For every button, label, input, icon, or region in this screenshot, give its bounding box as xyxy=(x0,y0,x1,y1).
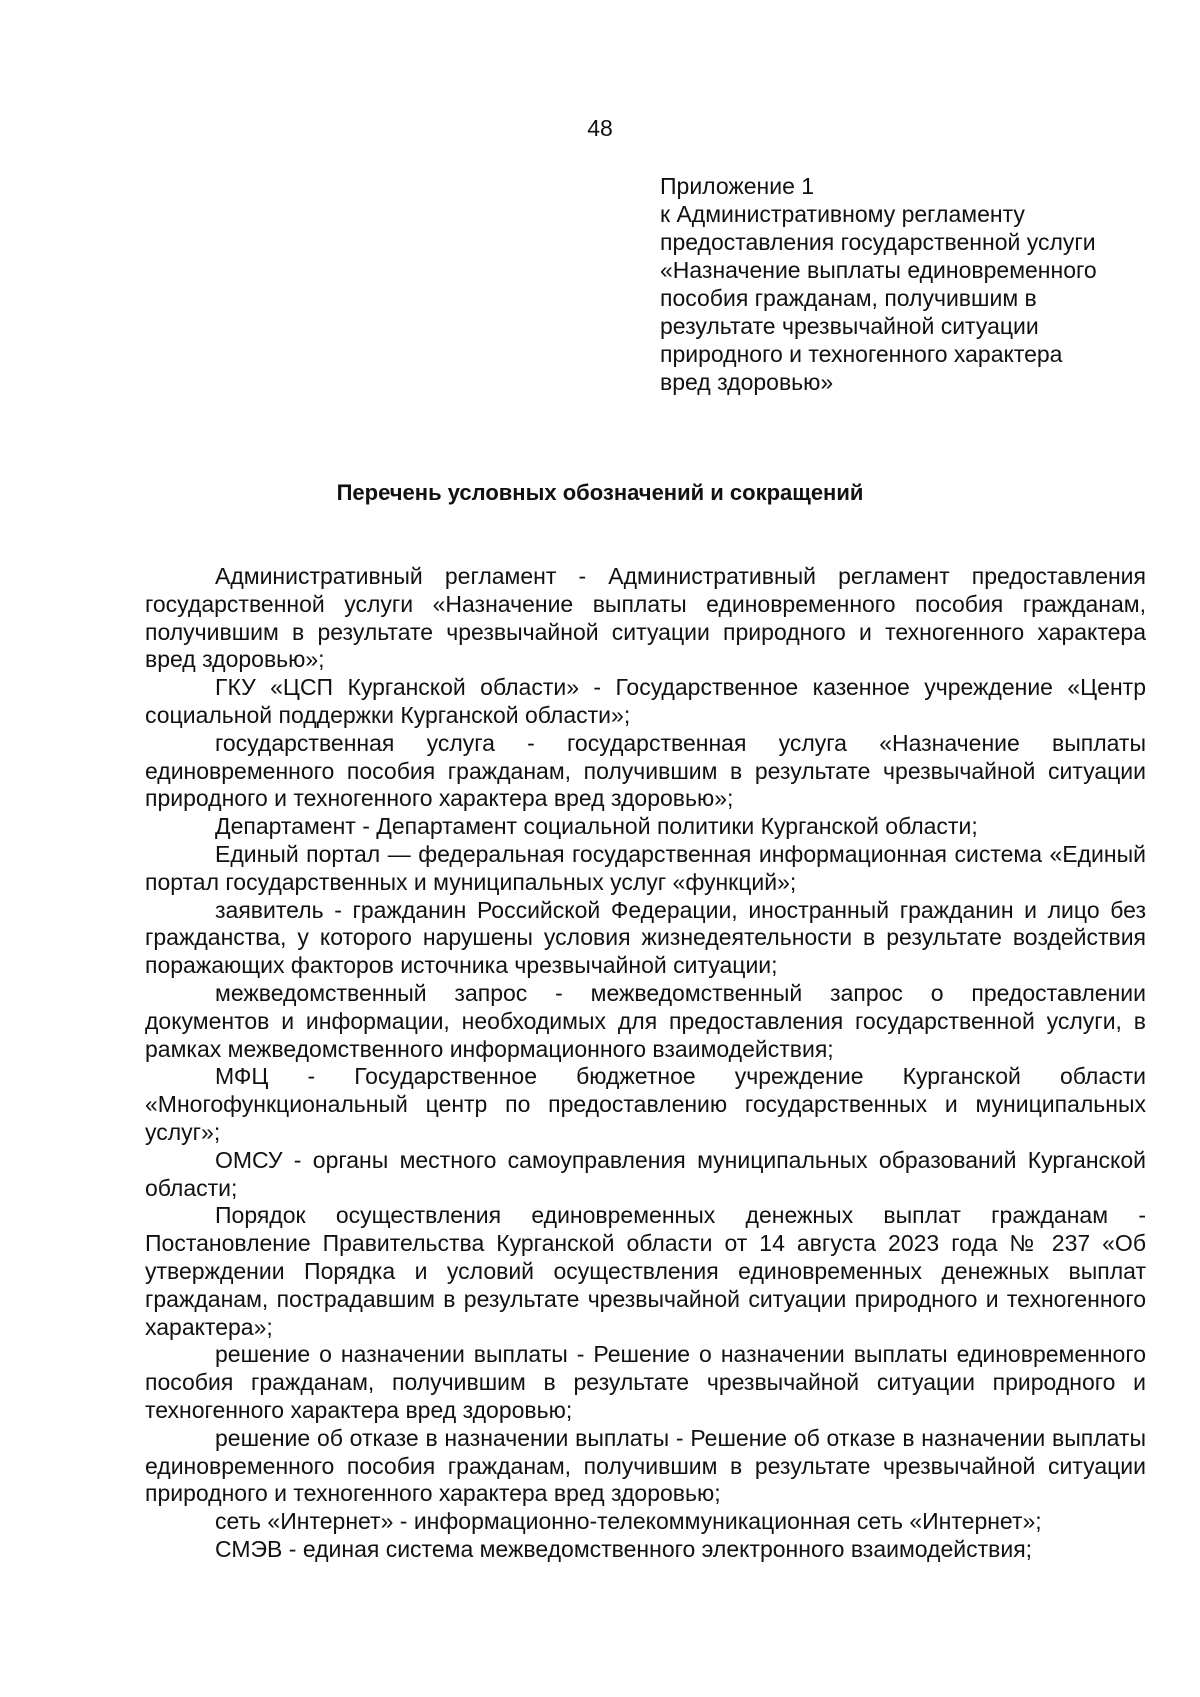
definition-paragraph: сеть «Интернет» - информационно-телекоммуникационная сеть «Интернет»; xyxy=(215,1508,1042,1535)
abbreviations-list xyxy=(145,563,1146,1564)
definition-paragraph: Административный регламент - Административный регламент предоставления государственной услуги «Назначение выплаты единовременного пособия гражданам, получившим в результате чрезвычайной ситуации природного и техногенного характера вред здоровью»; xyxy=(145,563,1146,673)
definition-paragraph: СМЭВ - единая система межведомственного электронного взаимодействия; xyxy=(215,1535,1033,1562)
appendix-line: предоставления государственной услуги xyxy=(660,229,1096,255)
definition-paragraph: МФЦ - Государственное бюджетное учреждение Курганской области «Многофункциональный центр по предоставлению государственных и муниципальных услуг»; xyxy=(145,1063,1146,1145)
definition-paragraph: решение о назначении выплаты - Решение о назначении выплаты единовременного пособия гражданам, получившим в результате чрезвычайной ситуации природного и техногенного характера вред здоровью; xyxy=(145,1341,1146,1423)
appendix-line: пособия гражданам, получившим в xyxy=(660,285,1037,311)
appendix-note xyxy=(660,172,1180,396)
section-title: Перечень условных обозначений и сокращений xyxy=(336,480,864,505)
definition-paragraph: Порядок осуществления единовременных денежных выплат гражданам - Постановление Правительства Курганской области от 14 августа 2023 года № 237 «Об утверждении Порядка и условий осуществления единовременных денежных выплат гражданам, пострадавшим в результате чрезвычайной ситуации природного и техногенного характера»; xyxy=(145,1202,1146,1340)
appendix-line: «Назначение выплаты единовременного xyxy=(660,257,1097,283)
definition-paragraph: решение об отказе в назначении выплаты - Решение об отказе в назначении выплаты единовременного пособия гражданам, получившим в результате чрезвычайной ситуации природного и техногенного характера вред здоровью; xyxy=(145,1424,1146,1507)
definition-paragraph: ГКУ «ЦСП Курганской области» - Государственное казенное учреждение «Центр социальной поддержки Курганской области»; xyxy=(145,674,1146,728)
definition-paragraph: межведомственный запрос - межведомственный запрос о предоставлении документов и информации, необходимых для предоставления государственной услуги, в рамках межведомственного информационного взаимодействия; xyxy=(145,979,1146,1062)
appendix-line: вред здоровью» xyxy=(660,369,834,395)
page-number: 48 xyxy=(587,115,613,141)
appendix-line: природного и техногенного характера xyxy=(660,341,1063,367)
definition-paragraph: заявитель - гражданин Российской Федерации, иностранный гражданин и лицо без гражданства, у которого нарушены условия жизнедеятельности в результате воздействия поражающих факторов источника чрезвычайной ситуации; xyxy=(145,896,1146,979)
definition-paragraph: Департамент - Департамент социальной политики Курганской области; xyxy=(215,813,978,840)
definition-paragraph: государственная услуга - государственная услуга «Назначение выплаты единовременного пособия гражданам, получившим в результате чрезвычайной ситуации природного и техногенного характера вред здоровью»; xyxy=(145,729,1146,812)
appendix-line: к Административному регламенту xyxy=(660,201,1025,227)
definition-paragraph: Единый портал — федеральная государственная информационная система «Единый портал государственных и муниципальных услуг «функций»; xyxy=(145,840,1146,895)
definition-paragraph: ОМСУ - органы местного самоуправления муниципальных образований Курганской области; xyxy=(145,1146,1146,1201)
appendix-line: Приложение 1 xyxy=(660,173,815,199)
appendix-line: результате чрезвычайной ситуации xyxy=(660,313,1039,339)
